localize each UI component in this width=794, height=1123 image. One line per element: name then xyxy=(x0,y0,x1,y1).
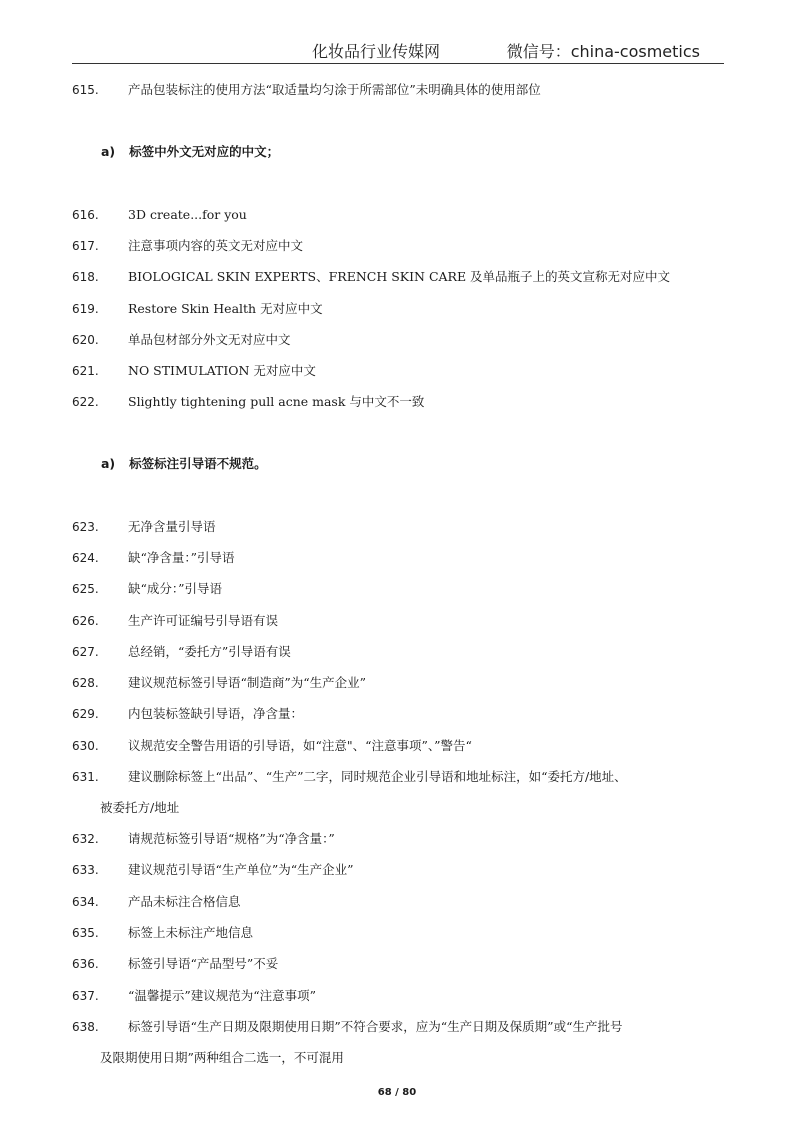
item-text: 缺“净含量：”引导语 xyxy=(128,550,235,565)
item-text: 议规范安全警告用语的引导语，如“注意"、“注意事项”、”警告“ xyxy=(128,738,472,753)
item-number: 616. xyxy=(72,208,99,222)
item-number: 627. xyxy=(72,645,99,659)
item-number: 638. xyxy=(72,1020,99,1034)
item-text: 标签引导语“生产日期及限期使用日期”不符合要求，应为“生产日期及保质期”或“生产批号 xyxy=(128,1019,623,1034)
header-site-name: 化妆品行业传媒网 xyxy=(312,42,441,61)
item-text: NO STIMULATION 无对应中文 xyxy=(128,363,316,378)
item-text: 无净含量引导语 xyxy=(128,519,216,534)
item-text: 标签引导语“产品型号”不妥 xyxy=(128,956,279,971)
item-number: 628. xyxy=(72,676,99,690)
item-text: 内包装标签缺引导语，净含量： xyxy=(128,706,304,721)
item-text: 建议规范标签引导语“制造商”为“生产企业” xyxy=(128,675,367,690)
item-number: 619. xyxy=(72,302,99,316)
header-wechat-id: 微信号：china-cosmetics xyxy=(506,42,700,61)
page-header xyxy=(72,39,724,64)
item-number: 621. xyxy=(72,364,99,378)
item-text: 建议规范引导语“生产单位”为“生产企业” xyxy=(128,862,354,877)
section-marker: a) xyxy=(101,456,116,471)
item-number: 632. xyxy=(72,832,99,846)
item-text: 生产许可证编号引导语有误 xyxy=(128,613,279,628)
item-text-continued: 被委托方/地址 xyxy=(100,800,180,815)
item-number: 622. xyxy=(72,395,99,409)
item-number: 624. xyxy=(72,551,99,565)
item-text: Slightly tightening pull acne mask 与中文不一致 xyxy=(128,394,425,409)
item-number: 625. xyxy=(72,582,99,596)
item-text: 请规范标签引导语“规格”为“净含量：” xyxy=(128,831,335,846)
item-number: 630. xyxy=(72,739,99,753)
item-number: 631. xyxy=(72,770,99,784)
item-text: BIOLOGICAL SKIN EXPERTS、FRENCH SKIN CARE 及单品瓶子上的英文宣称无对应中文 xyxy=(128,269,671,284)
page-number: 68 / 80 xyxy=(377,1087,417,1098)
item-number: 637. xyxy=(72,989,99,1003)
item-text: 产品未标注合格信息 xyxy=(128,894,241,909)
item-number: 617. xyxy=(72,239,99,253)
section-marker: a) xyxy=(101,144,116,159)
section-heading xyxy=(101,143,279,161)
item-text: 注意事项内容的英文无对应中文 xyxy=(128,238,304,253)
item-text: 建议删除标签上“出品”、“生产”二字，同时规范企业引导语和地址标注，如“委托方/地址、 xyxy=(128,769,627,784)
item-text: 3D create...for you xyxy=(128,207,247,222)
item-text: 标签上未标注产地信息 xyxy=(128,925,254,940)
item-number: 634. xyxy=(72,895,99,909)
item-number: 633. xyxy=(72,863,99,877)
section-title: 标签中外文无对应的中文； xyxy=(129,144,280,159)
item-number: 635. xyxy=(72,926,99,940)
item-number: 636. xyxy=(72,957,99,971)
item-text-continued: 及限期使用日期”两种组合二选一，不可混用 xyxy=(100,1050,344,1065)
item-number: 623. xyxy=(72,520,99,534)
item-number: 626. xyxy=(72,614,99,628)
item-text: 总经销，“委托方”引导语有误 xyxy=(128,644,291,659)
item-text: 缺“成分：”引导语 xyxy=(128,581,223,596)
item-text: “温馨提示”建议规范为“注意事项” xyxy=(128,988,317,1003)
item-number: 615. xyxy=(72,83,99,97)
section-heading xyxy=(101,455,267,473)
item-text: 产品包装标注的使用方法“取适量均匀涂于所需部位”未明确具体的使用部位 xyxy=(128,82,541,97)
item-number: 618. xyxy=(72,270,99,284)
section-title: 标签标注引导语不规范。 xyxy=(129,456,267,471)
item-text: 单品包材部分外文无对应中文 xyxy=(128,332,291,347)
item-number: 629. xyxy=(72,707,99,721)
item-number: 620. xyxy=(72,333,99,347)
item-text: Restore Skin Health 无对应中文 xyxy=(128,301,323,316)
